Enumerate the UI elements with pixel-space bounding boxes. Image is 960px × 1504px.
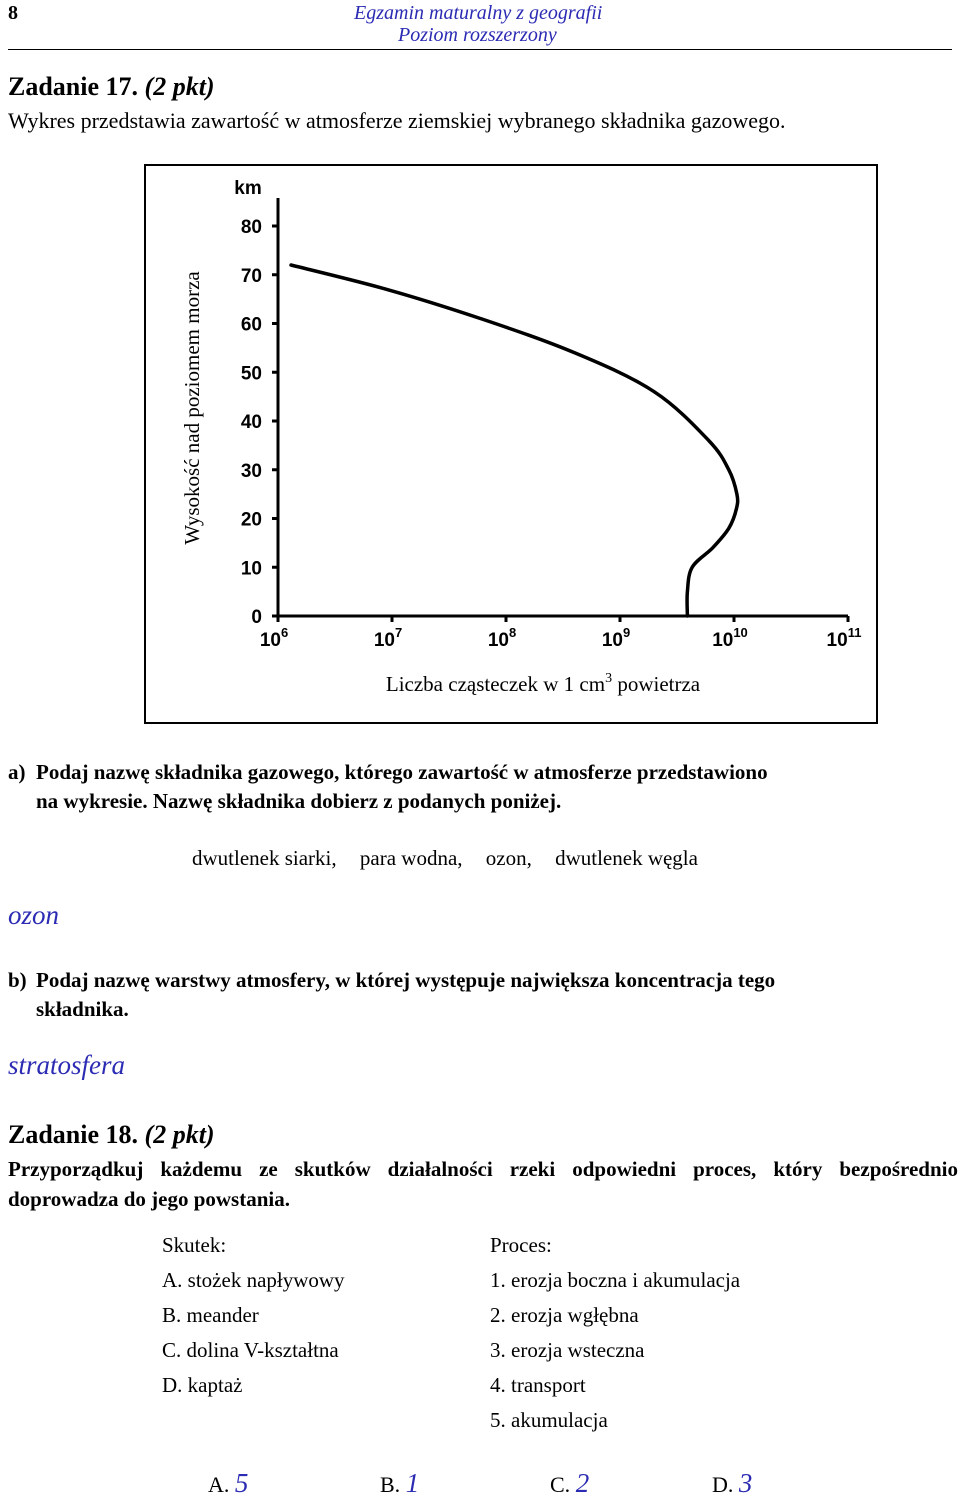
process-item: 3. erozja wsteczna xyxy=(490,1338,645,1362)
answer-A xyxy=(208,1468,248,1499)
task17-question-b xyxy=(8,966,958,1024)
x-tick-label: $10^9$ xyxy=(601,625,631,651)
process-item: 4. transport xyxy=(490,1373,586,1397)
option-water-vapour: para wodna, xyxy=(359,846,463,870)
task17-intro: Wykres przedstawia zawartość w atmosferze ziemskiej wybranego składnika gazowego. xyxy=(8,108,786,133)
answer-value: 3 xyxy=(738,1468,753,1498)
answer-letter: C. xyxy=(550,1472,571,1497)
question-a-line2: na wykresie. Nazwę składnika dobierz z podanych poniżej. xyxy=(36,789,562,813)
y-tick-label: 30 xyxy=(240,460,262,482)
answer-value: 5 xyxy=(234,1468,249,1498)
y-axis-unit: km xyxy=(234,178,262,199)
answer-D xyxy=(712,1468,752,1499)
ozone-chart xyxy=(144,164,878,724)
task18-text: Przyporządkuj każdemu ze skutków działalności rzeki odpowiedni proces, który bezpośrednio doprowadza do jego powstania. xyxy=(8,1157,958,1211)
effect-item: D. kaptaż xyxy=(162,1373,243,1397)
answer-a: ozon xyxy=(8,900,60,930)
answer-letter: B. xyxy=(380,1472,401,1497)
answer-letter: A. xyxy=(208,1472,230,1497)
process-item: 2. erozja wgłębna xyxy=(490,1303,639,1327)
task17-points: (2 pkt) xyxy=(144,72,215,101)
effect-item: C. dolina V-kształtna xyxy=(162,1338,339,1362)
y-tick-label: 80 xyxy=(240,217,262,238)
y-axis-label: Wysokość nad poziomem morza xyxy=(180,271,204,545)
task18-title-text: Zadanie 18. xyxy=(8,1120,139,1149)
answer-value: 2 xyxy=(575,1468,590,1498)
y-tick-label: 0 xyxy=(251,607,262,628)
x-tick-label: $10^{10}$ xyxy=(712,625,748,651)
option-carbon-dioxide: dwutlenek węgla xyxy=(555,846,698,870)
y-tick-label: 40 xyxy=(240,412,262,433)
option-sulfur-dioxide: dwutlenek siarki, xyxy=(192,846,337,870)
y-tick-label: 50 xyxy=(240,363,262,385)
process-item: 1. erozja boczna i akumulacja xyxy=(490,1268,741,1292)
processes-header: Proces: xyxy=(490,1233,552,1257)
task17-title-text: Zadanie 17. xyxy=(8,72,139,101)
processes-column xyxy=(490,1228,740,1438)
gas-options xyxy=(192,846,716,871)
x-tick-label: $10^6$ xyxy=(259,625,289,651)
y-tick-label: 10 xyxy=(240,558,262,580)
question-a-label: a) xyxy=(8,760,26,784)
question-a-line1: Podaj nazwę składnika gazowego, którego zawartość w atmosferze przedstawiono xyxy=(36,760,768,784)
effect-item: A. stożek napływowy xyxy=(162,1268,345,1292)
answer-B xyxy=(380,1468,419,1499)
effects-column xyxy=(162,1228,345,1403)
question-b-line1: Podaj nazwę warstwy atmosfery, w której występuje największa koncentracja tego xyxy=(36,968,776,992)
x-axis-label: Liczba cząsteczek w 1 $cm^3$ powietrza xyxy=(385,671,701,696)
effect-item: B. meander xyxy=(162,1303,259,1327)
x-tick-label: $10^8$ xyxy=(487,625,517,651)
option-ozone: ozon, xyxy=(485,846,532,870)
task18-title xyxy=(8,1120,215,1150)
header-rule xyxy=(8,49,952,50)
process-item: 5. akumulacja xyxy=(490,1408,608,1432)
question-b-line2: składnika. xyxy=(36,997,129,1021)
ozone-concentration-curve xyxy=(291,265,738,616)
page-number: 8 xyxy=(8,2,18,24)
answer-b: stratosfera xyxy=(8,1050,126,1080)
effects-header: Skutek: xyxy=(162,1233,227,1257)
header-level: Poziom rozszerzony xyxy=(398,24,557,46)
header-exam-title: Egzamin maturalny z geografii xyxy=(354,2,603,24)
answer-letter: D. xyxy=(712,1472,734,1497)
question-b-label: b) xyxy=(8,968,27,992)
task17-title xyxy=(8,72,215,102)
y-tick-label: 20 xyxy=(240,509,262,531)
answer-value: 1 xyxy=(405,1468,420,1498)
y-tick-label: 60 xyxy=(240,314,262,336)
task17-question-a xyxy=(8,758,958,816)
x-tick-label: $10^{11}$ xyxy=(826,625,862,651)
answer-C xyxy=(550,1468,589,1499)
y-tick-label: 70 xyxy=(240,265,262,287)
x-tick-label: $10^7$ xyxy=(373,625,403,651)
task18-points: (2 pkt) xyxy=(144,1120,215,1149)
